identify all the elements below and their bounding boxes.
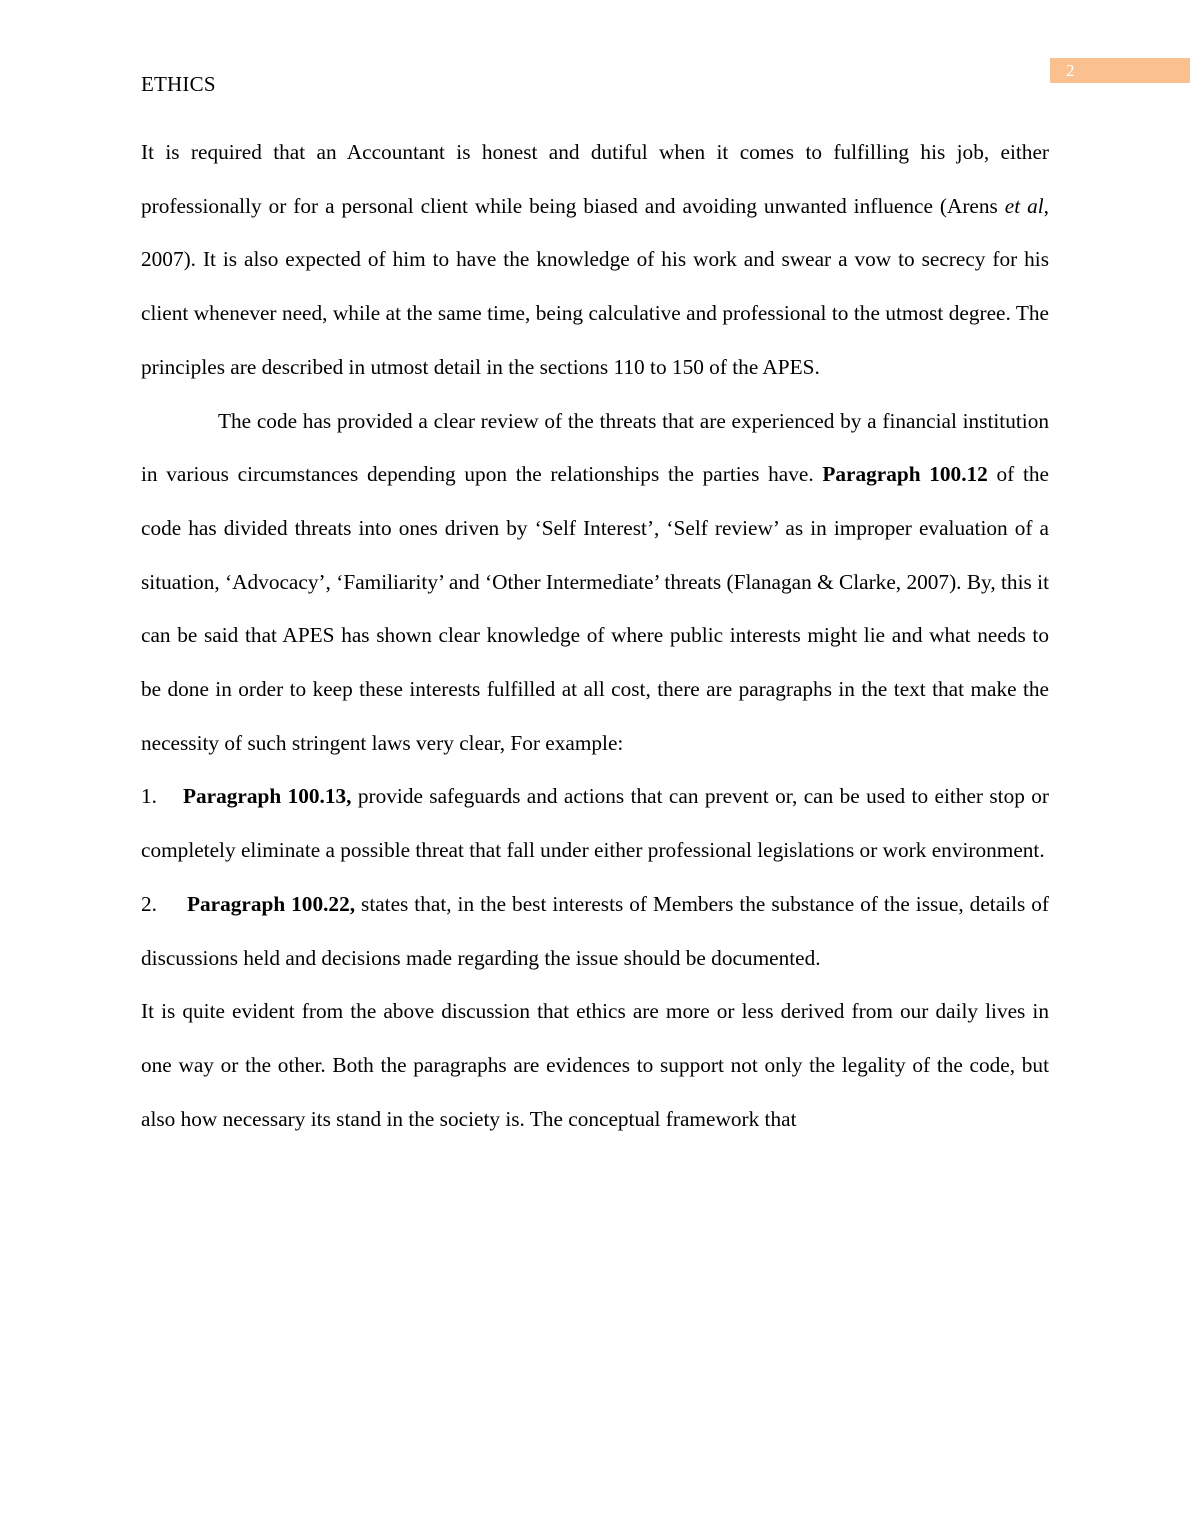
list-item-text: provide safeguards and actions that can prevent or, can be used to either stop or completely eliminate a possible threat that fall under either professional legislations or work environment. (141, 784, 1050, 863)
bold-paragraph-reference: Paragraph 100.13, (183, 784, 352, 809)
paragraph-threats-review (141, 395, 1049, 771)
list-item-text: states that, in the best interests of Members the substance of the issue, details of discussions held and decisions made regarding the issue should be documented. (141, 891, 1049, 970)
paragraph-text: It is required that an Accountant is honest and dutiful when it comes to fulfilling his job, either professionally or for a personal client while being biased and avoiding unwanted influence (Arens (141, 140, 1049, 218)
paragraph-text: of the code has divided threats into ones driven by ‘Self Interest’, ‘Self review’ as in improper evaluation of a situation, ‘Advocacy’, ‘Familiarity’ and ‘Other Intermediate’ threats (Flanagan & Clarke, 2007). By, this it can be said that APES has shown clear knowledge of where public interests might lie and what needs to be done in order to keep these interests fulfilled at all cost, there are paragraphs in the text that make the necessity of such stringent laws very clear, For example: (141, 462, 1049, 755)
document-body (141, 126, 1049, 1146)
list-item (141, 770, 1049, 877)
paragraph-conclusion: It is quite evident from the above discussion that ethics are more or less derived from our daily lives in one way or the other. Both the paragraphs are evidences to support not only the legality of the code, but also how necessary its stand in the society is. The conceptual framework that (141, 999, 1049, 1131)
page-number-badge (1050, 58, 1190, 83)
paragraph-accountant-duties (141, 126, 1049, 395)
paragraph-text: The code has provided a clear review of the threats that are experienced by a financial institution in various circumstances depending upon the relationships the parties have. (141, 408, 1049, 487)
bold-paragraph-reference: Paragraph 100.22, (187, 891, 356, 916)
page-number: 2 (1066, 61, 1075, 80)
running-head: ETHICS (141, 72, 216, 96)
italic-citation: et al (1004, 193, 1044, 218)
list-item (141, 878, 1049, 985)
list-number: 2. (141, 891, 157, 916)
bold-paragraph-reference: Paragraph 100.12 (822, 462, 988, 487)
list-number: 1. (141, 784, 157, 809)
paragraph-text: , 2007). It is also expected of him to have the knowledge of his work and swear a vow to secrecy for his client whenever need, while at the same time, being calculative and professional to the utmost degree. The principles are described in utmost detail in the sections 110 to 150 of the APES. (141, 193, 1049, 379)
